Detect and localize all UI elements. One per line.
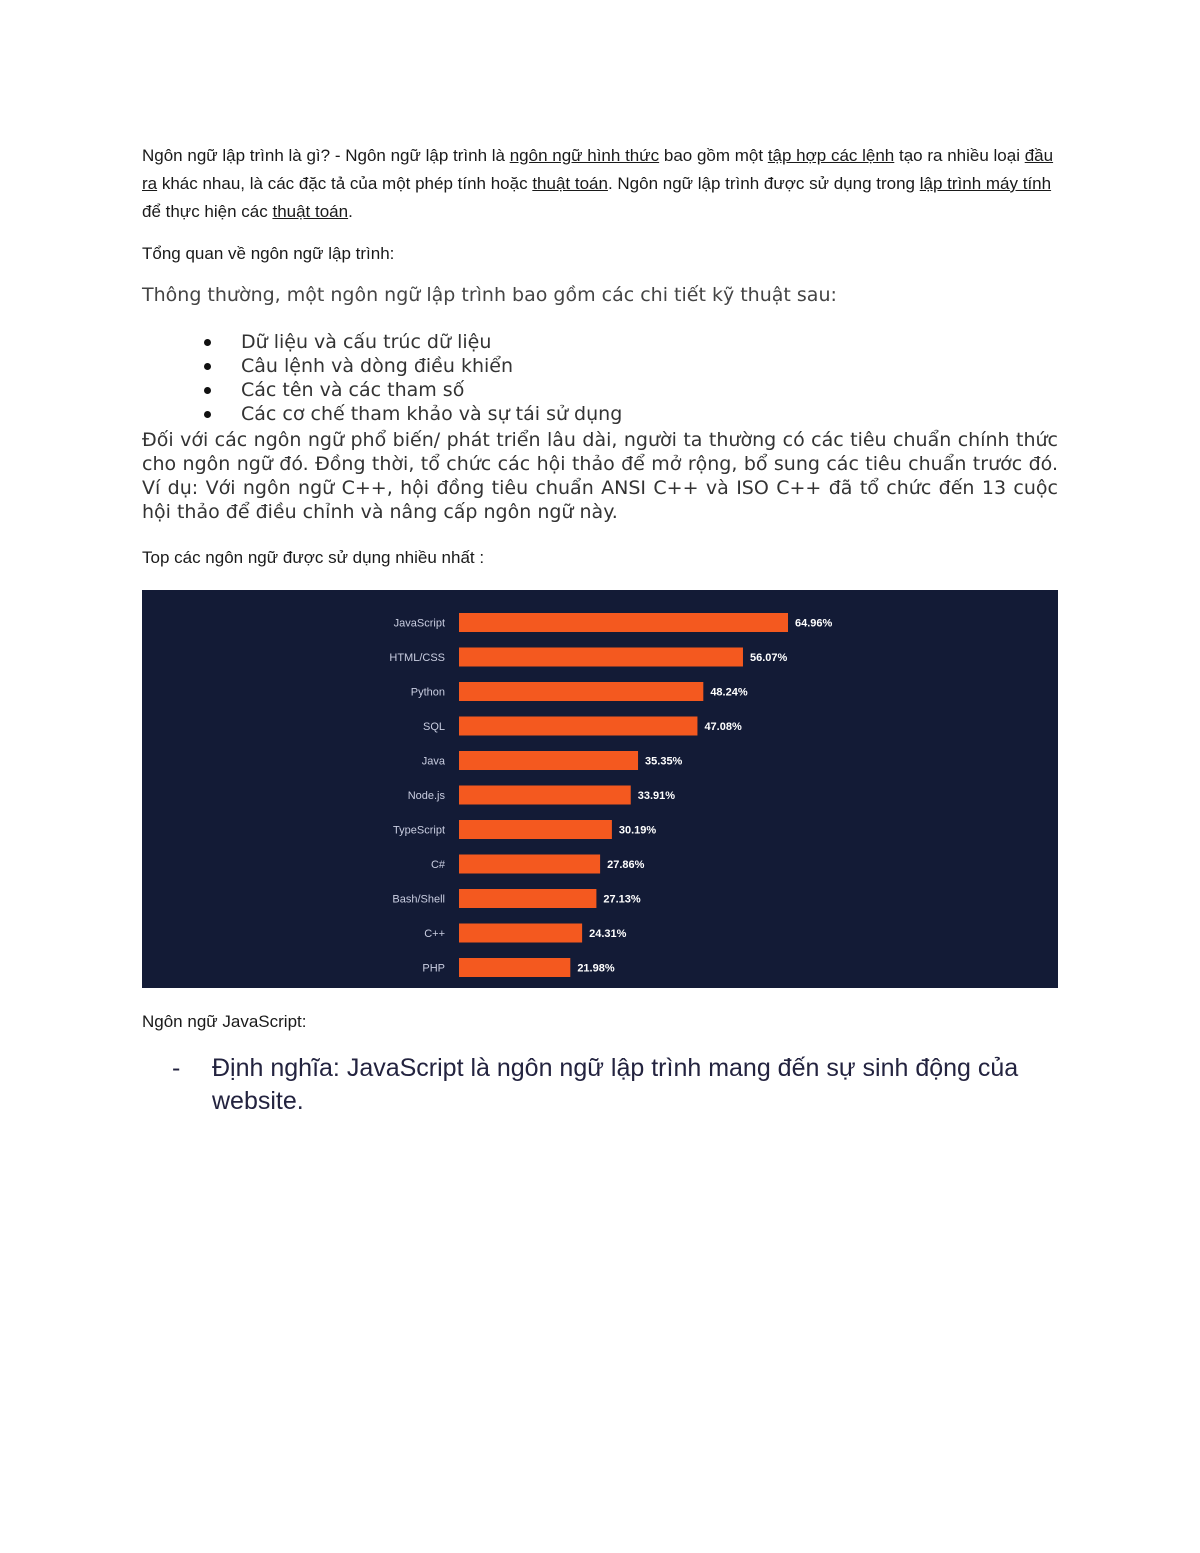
list-item bbox=[200, 354, 622, 378]
category-label: TypeScript bbox=[393, 824, 445, 837]
value-label: 56.07% bbox=[749, 652, 788, 664]
bullet-list bbox=[200, 330, 622, 426]
list-item bbox=[200, 402, 622, 426]
list-item-text: Câu lệnh và dòng điều khiển bbox=[241, 355, 514, 377]
intro-text: để thực hiện các bbox=[142, 202, 273, 221]
definition-item bbox=[172, 1052, 1072, 1118]
lead-sentence: Thông thường, một ngôn ngữ lập trình bao gồm các chi tiết kỹ thuật sau: bbox=[142, 284, 837, 306]
value-label: 35.35% bbox=[645, 755, 683, 768]
value-label: 48.24% bbox=[710, 686, 748, 699]
link-instruction-set[interactable]: tập hợp các lệnh bbox=[767, 146, 895, 165]
link-output[interactable]: đầu ra bbox=[142, 146, 1054, 193]
value-label: 27.13% bbox=[603, 893, 641, 906]
bar bbox=[459, 958, 570, 977]
bullet-icon bbox=[204, 411, 211, 418]
category-label: Python bbox=[410, 686, 445, 699]
value-label: 21.98% bbox=[577, 962, 615, 975]
value-label: 30.19% bbox=[618, 824, 657, 837]
link-computer-programming[interactable]: lập trình máy tính bbox=[919, 174, 1052, 193]
intro-text: . bbox=[348, 202, 353, 221]
bar bbox=[459, 855, 600, 874]
category-label: JavaScript bbox=[393, 617, 445, 630]
link-algorithm[interactable]: thuật toán bbox=[532, 174, 608, 193]
category-label: C++ bbox=[424, 928, 445, 940]
category-label: Java bbox=[421, 755, 445, 768]
bar bbox=[459, 648, 743, 667]
category-label: HTML/CSS bbox=[389, 652, 445, 664]
value-label: 33.91% bbox=[637, 790, 676, 802]
bar bbox=[459, 717, 697, 736]
definition-text: Định nghĩa: JavaScript là ngôn ngữ lập trình mang đến sự sinh động của website. bbox=[212, 1054, 1019, 1115]
category-label: Bash/Shell bbox=[392, 893, 445, 906]
bullet-icon bbox=[204, 387, 211, 394]
value-label: 27.86% bbox=[607, 859, 645, 871]
bar bbox=[459, 889, 596, 908]
intro-text: tạo ra nhiều loại bbox=[894, 146, 1025, 165]
bullet-icon bbox=[204, 363, 211, 370]
value-label: 64.96% bbox=[795, 617, 833, 630]
category-label: C# bbox=[430, 859, 445, 871]
standards-paragraph: Đối với các ngôn ngữ phổ biến/ phát triển lâu dài, người ta thường có các tiêu chuẩn chính thức cho ngôn ngữ đó. Đồng thời, tổ chức các hội thảo để mở rộng, bổ sung các tiêu chuẩn trước đó. Ví dụ: Với ngôn ngữ C++, hội đồng tiêu chuẩn ANSI C++ và ISO C++ đã tổ chức đến 13 cuộc hội thảo để điều chỉnh và nâng cấp ngôn ngữ này. bbox=[142, 429, 1058, 523]
languages-bar-chart bbox=[142, 590, 1058, 988]
bar bbox=[459, 786, 631, 805]
overview-heading: Tổng quan về ngôn ngữ lập trình: bbox=[142, 244, 395, 263]
list-item bbox=[200, 330, 622, 354]
intro-text: khác nhau, là các đặc tả của một phép tính hoặc bbox=[157, 174, 533, 193]
bar bbox=[459, 613, 788, 632]
category-label: SQL bbox=[422, 721, 445, 733]
category-label: PHP bbox=[422, 962, 445, 975]
intro-paragraph bbox=[142, 142, 1062, 226]
value-label: 24.31% bbox=[589, 928, 627, 940]
bar bbox=[459, 820, 612, 839]
value-label: 47.08% bbox=[704, 721, 742, 733]
intro-text: Ngôn ngữ lập trình là gì? - Ngôn ngữ lập trình là bbox=[142, 146, 510, 165]
category-label: Node.js bbox=[407, 790, 445, 802]
intro-text: bao gồm một bbox=[659, 146, 768, 165]
javascript-heading: Ngôn ngữ JavaScript: bbox=[142, 1012, 307, 1031]
chart-svg bbox=[142, 590, 1058, 988]
bar bbox=[459, 924, 582, 943]
dash-bullet: - bbox=[172, 1054, 181, 1082]
list-item-text: Các tên và các tham số bbox=[241, 379, 465, 401]
link-formal-language[interactable]: ngôn ngữ hình thức bbox=[509, 146, 660, 165]
top-languages-heading: Top các ngôn ngữ được sử dụng nhiều nhất : bbox=[142, 548, 485, 567]
intro-text: . Ngôn ngữ lập trình được sử dụng trong bbox=[607, 174, 920, 193]
bar bbox=[459, 751, 638, 770]
bullet-icon bbox=[204, 339, 211, 346]
list-item-text: Các cơ chế tham khảo và sự tái sử dụng bbox=[241, 403, 623, 425]
list-item-text: Dữ liệu và cấu trúc dữ liệu bbox=[241, 331, 492, 353]
bar bbox=[459, 682, 703, 701]
link-algorithm[interactable]: thuật toán bbox=[272, 202, 349, 221]
list-item bbox=[200, 378, 622, 402]
